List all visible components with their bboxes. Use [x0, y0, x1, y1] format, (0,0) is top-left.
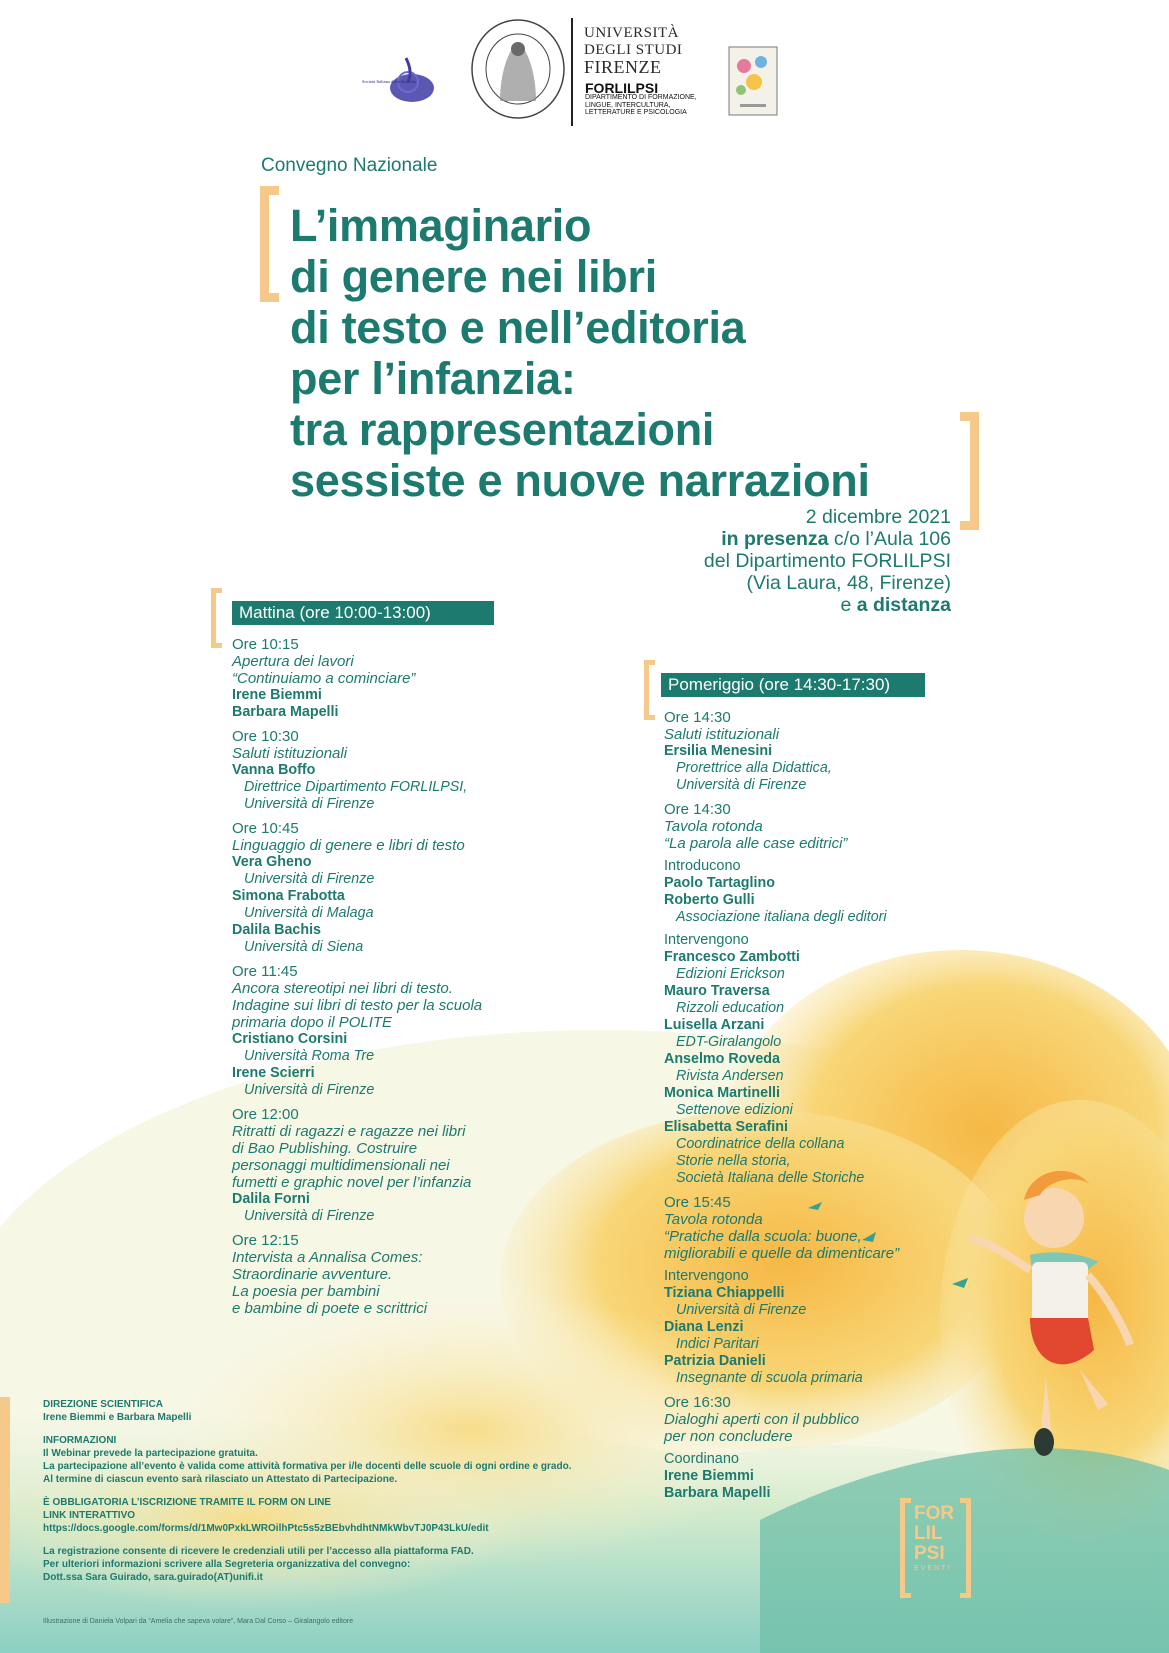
- speaker-affiliation: Università di Firenze: [244, 796, 375, 812]
- speaker-name: Cristiano Corsini: [232, 1031, 348, 1047]
- title-line: di testo e nell’editoria: [290, 302, 746, 353]
- speaker-affiliation: Università di Firenze: [244, 1082, 375, 1098]
- speaker-name: Luisella Arzani: [664, 1017, 765, 1033]
- session-title-line: “La parola alle case editrici”: [664, 835, 848, 852]
- eventi-text: [914, 1504, 954, 1573]
- session-title-line: per non concludere: [664, 1428, 793, 1445]
- contact-line: Dott.ssa Sara Guirado, sara.guirado(AT)unifi.it: [43, 1572, 263, 1583]
- direzione-names: Irene Biemmi e Barbara Mapelli: [43, 1412, 192, 1423]
- speaker-name: Barbara Mapelli: [232, 704, 339, 720]
- eventi-line: PSI: [914, 1543, 945, 1564]
- session-title: [232, 1249, 552, 1317]
- registration-block: [43, 1496, 643, 1535]
- session-title: [232, 1123, 552, 1191]
- session-title-line: fumetti e graphic novel per l’infanzia: [232, 1174, 472, 1191]
- speaker-affiliation: Settenove edizioni: [676, 1102, 793, 1118]
- session-title-line: personaggi multidimensionali nei: [232, 1157, 450, 1174]
- contact-block: [43, 1545, 643, 1584]
- session-item: [232, 728, 552, 813]
- session-item: [232, 1106, 552, 1225]
- session-item: [664, 801, 984, 1187]
- venue-line-4: (Via Laura, 48, Firenze): [746, 572, 951, 594]
- speaker-group-label: Intervengono: [664, 1268, 749, 1284]
- session-title: [664, 818, 984, 852]
- direzione-block: [43, 1398, 643, 1424]
- info-heading: INFORMAZIONI: [43, 1435, 117, 1446]
- speaker-affiliation: Università di Siena: [244, 939, 364, 955]
- speaker-affiliation: Società Italiana delle Storiche: [676, 1170, 865, 1186]
- speaker-name: Simona Frabotta: [232, 888, 345, 904]
- department-line-1: DIPARTIMENTO DI FORMAZIONE,: [585, 94, 697, 101]
- university-line-3: FIRENZE: [584, 57, 662, 77]
- speaker-affiliation: Università Roma Tre: [244, 1048, 375, 1064]
- logo-divider: [571, 18, 573, 126]
- afternoon-heading: Pomeriggio (ore 14:30-17:30): [661, 673, 925, 697]
- speaker-group: [664, 932, 984, 1187]
- session-title-line: Ritratti di ragazzi e ragazze nei libri: [232, 1123, 466, 1140]
- speaker-name: Anselmo Roveda: [664, 1051, 780, 1067]
- event-kicker: Convegno Nazionale: [261, 155, 438, 176]
- university-line-2: DEGLI STUDI: [584, 42, 683, 58]
- speaker-affiliation: Università di Firenze: [676, 1302, 807, 1318]
- speaker-name: Irene Biemmi: [664, 1468, 754, 1484]
- info-line: Al termine di ciascun evento sarà rilasciato un Attestato di Partecipazione.: [43, 1474, 398, 1485]
- department-full: [585, 94, 697, 117]
- session-time: Ore 12:15: [232, 1232, 299, 1249]
- venue-line-5-pre: e: [840, 594, 857, 616]
- speaker-name: Vanna Boffo: [232, 762, 316, 778]
- session-title-line: migliorabili e quelle da dimenticare”: [664, 1245, 900, 1262]
- speaker-name: Francesco Zambotti: [664, 949, 800, 965]
- title-line: di genere nei libri: [290, 251, 657, 302]
- footer-info: [43, 1398, 643, 1594]
- session-time: Ore 14:30: [664, 801, 731, 818]
- title-line: per l’infanzia:: [290, 353, 576, 404]
- speaker-group: [664, 858, 984, 926]
- speaker-name: Tiziana Chiappelli: [664, 1285, 785, 1301]
- speaker-name: Dalila Forni: [232, 1191, 310, 1207]
- title-bracket-left: [260, 186, 279, 302]
- speaker-affiliation: Indici Paritari: [676, 1336, 759, 1352]
- speaker-name: Barbara Mapelli: [664, 1485, 771, 1501]
- session-title-line: Intervista a Annalisa Comes:: [232, 1249, 423, 1266]
- session-time: Ore 11:45: [232, 963, 298, 980]
- direzione-heading: DIREZIONE SCIENTIFICA: [43, 1399, 164, 1410]
- speaker-group: [664, 743, 984, 794]
- book-cover-icon: [728, 46, 778, 116]
- speaker-name: Paolo Tartaglino: [664, 875, 775, 891]
- speaker-name: Mauro Traversa: [664, 983, 770, 999]
- session-item: [232, 820, 552, 956]
- footer-accent-bar: [0, 1397, 10, 1603]
- speaker-name: Patrizia Danieli: [664, 1353, 766, 1369]
- session-title-line: Apertura dei lavori: [232, 653, 354, 670]
- speaker-affiliation: EDT-Giralangolo: [676, 1034, 782, 1050]
- speaker-name: Irene Scierri: [232, 1065, 315, 1081]
- venue-line-3: del Dipartimento FORLILPSI: [703, 550, 951, 572]
- session-title: [232, 745, 552, 762]
- session-item: [664, 1194, 984, 1387]
- venue-line-5: [704, 594, 951, 616]
- title-bracket-right: [960, 412, 979, 530]
- session-item: [232, 636, 552, 721]
- university-seal-icon: [470, 19, 566, 119]
- session-title-line: Ancora stereotipi nei libri di testo.: [232, 980, 453, 997]
- morning-bracket: [211, 588, 222, 648]
- venue-remote-bold: a distanza: [856, 594, 951, 616]
- department-line-2: LINGUE, INTERCULTURA,: [585, 101, 671, 109]
- session-title-line: Dialoghi aperti con il pubblico: [664, 1411, 860, 1428]
- session-item: [664, 1394, 984, 1502]
- speaker-affiliation: Storie nella storia,: [676, 1153, 791, 1169]
- session-title: [232, 837, 552, 854]
- session-title-line: primaria dopo il POLITE: [232, 1014, 393, 1031]
- speaker-affiliation: Prorettrice alla Didattica,: [676, 760, 832, 776]
- session-title: [664, 726, 984, 743]
- speaker-name: Monica Martinelli: [664, 1085, 780, 1101]
- session-title-line: La poesia per bambini: [232, 1283, 380, 1300]
- venue-room: c/o l’Aula 106: [828, 528, 951, 550]
- session-title-line: Saluti istituzionali: [664, 726, 780, 743]
- eventi-small: EVENTI: [914, 1565, 952, 1572]
- session-time: Ore 10:30: [232, 728, 299, 745]
- session-time: Ore 14:30: [664, 709, 731, 726]
- eventi-bracket-right: [960, 1498, 971, 1598]
- university-name: [584, 25, 682, 76]
- speaker-affiliation: Insegnante di scuola primaria: [676, 1370, 863, 1386]
- session-title-line: Linguaggio di genere e libri di testo: [232, 837, 465, 854]
- session-item: [664, 709, 984, 794]
- registration-heading: È OBBLIGATORIA L’ISCRIZIONE TRAMITE IL FORM ON LINE: [43, 1497, 331, 1508]
- session-title: [664, 1211, 984, 1262]
- session-time: Ore 15:45: [664, 1194, 731, 1211]
- speaker-name: Ersilia Menesini: [664, 743, 773, 759]
- event-title: [290, 200, 870, 506]
- speaker-name: Vera Gheno: [232, 854, 312, 870]
- session-time: Ore 16:30: [664, 1394, 731, 1411]
- eventi-bracket-left: [900, 1498, 911, 1598]
- speaker-group: [664, 1268, 984, 1387]
- department-name: FORLILPSI: [585, 80, 659, 96]
- session-title-line: Tavola rotonda: [664, 818, 763, 835]
- speaker-group-label: Coordinano: [664, 1451, 739, 1467]
- title-line: tra rappresentazioni: [290, 404, 715, 455]
- session-title-line: Saluti istituzionali: [232, 745, 348, 762]
- session-time: Ore 12:00: [232, 1106, 299, 1123]
- contact-line: La registrazione consente di ricevere le credenziali utili per l’accesso alla piattaforma FAD.: [43, 1546, 474, 1557]
- speaker-affiliation: Università di Firenze: [244, 871, 375, 887]
- link-heading: LINK INTERATTIVO: [43, 1510, 136, 1521]
- venue-mode-bold: in presenza: [721, 528, 829, 550]
- forlilpsi-eventi-logo: [900, 1498, 980, 1590]
- event-date: 2 dicembre 2021: [805, 506, 951, 528]
- speaker-name: Irene Biemmi: [232, 687, 322, 703]
- speaker-name: Elisabetta Serafini: [664, 1119, 788, 1135]
- session-title: [232, 980, 552, 1031]
- info-line: Il Webinar prevede la partecipazione gratuita.: [43, 1448, 258, 1459]
- speaker-name: Roberto Gulli: [664, 892, 755, 908]
- morning-program: [232, 636, 552, 1324]
- speaker-group-label: Introducono: [664, 858, 741, 874]
- speaker-affiliation: Coordinatrice della collana: [676, 1136, 845, 1152]
- afternoon-program: [664, 709, 984, 1509]
- speaker-affiliation: Associazione italiana degli editori: [676, 909, 887, 925]
- eventi-line: LIL: [914, 1523, 943, 1544]
- session-title-line: Indagine sui libri di testo per la scuola: [232, 997, 483, 1014]
- event-venue: [704, 506, 951, 616]
- eventi-line: FOR: [914, 1503, 955, 1524]
- info-line: La partecipazione all’evento è valida come attività formativa per i/le docenti delle scuole di ogni ordine e grado.: [43, 1461, 572, 1472]
- venue-line-2: [704, 528, 951, 550]
- speaker-group-label: Intervengono: [664, 932, 749, 948]
- speaker-affiliation: Università di Firenze: [676, 777, 807, 793]
- speaker-name: Dalila Bachis: [232, 922, 321, 938]
- session-item: [232, 963, 552, 1099]
- speaker-affiliation: Università di Malaga: [244, 905, 374, 921]
- speaker-affiliation: Rivista Andersen: [676, 1068, 784, 1084]
- session-item: [232, 1232, 552, 1317]
- speaker-group: [664, 1451, 984, 1502]
- session-time: Ore 10:45: [232, 820, 299, 837]
- session-title-line: e bambine di poete e scrittrici: [232, 1300, 428, 1317]
- session-title-line: “Continuiamo a cominciare”: [232, 670, 416, 687]
- speaker-name: Diana Lenzi: [664, 1319, 744, 1335]
- info-block: [43, 1434, 643, 1486]
- session-title: [664, 1411, 984, 1445]
- session-time: Ore 10:15: [232, 636, 299, 653]
- illustration-credit: Illustrazione di Daniela Volpari da “Amelia che sapeva volare”, Mara Dal Corso – Giralangolo editore: [43, 1618, 354, 1625]
- society-logo-label: Società Italiana delle Storiche: [362, 79, 416, 84]
- session-title-line: “Pratiche dalla scuola: buone,: [664, 1228, 862, 1245]
- session-title: [232, 653, 552, 687]
- university-line-1: UNIVERSITÀ: [584, 25, 679, 41]
- morning-heading: Mattina (ore 10:00-13:00): [232, 601, 494, 625]
- title-line: sessiste e nuove narrazioni: [290, 455, 870, 506]
- afternoon-bracket: [644, 660, 655, 720]
- department-line-3: LETTERATURE E PSICOLOGIA: [585, 109, 687, 116]
- speaker-affiliation: Direttrice Dipartimento FORLILPSI,: [244, 779, 468, 795]
- session-title-line: di Bao Publishing. Costruire: [232, 1140, 418, 1157]
- speaker-affiliation: Università di Firenze: [244, 1208, 375, 1224]
- session-title-line: Straordinarie avventure.: [232, 1266, 393, 1283]
- speaker-affiliation: Rizzoli education: [676, 1000, 785, 1016]
- contact-line: Per ulteriori informazioni scrivere alla Segreteria organizzativa del convegno:: [43, 1559, 411, 1570]
- title-line: L’immaginario: [290, 200, 592, 251]
- registration-link[interactable]: https://docs.google.com/forms/d/1Mw0PxkLWROilhPtc5s5zBEbvhdhtNMkWbvTJ0P43LkU/edit: [43, 1523, 489, 1534]
- session-title-line: Tavola rotonda: [664, 1211, 763, 1228]
- speaker-affiliation: Edizioni Erickson: [676, 966, 785, 982]
